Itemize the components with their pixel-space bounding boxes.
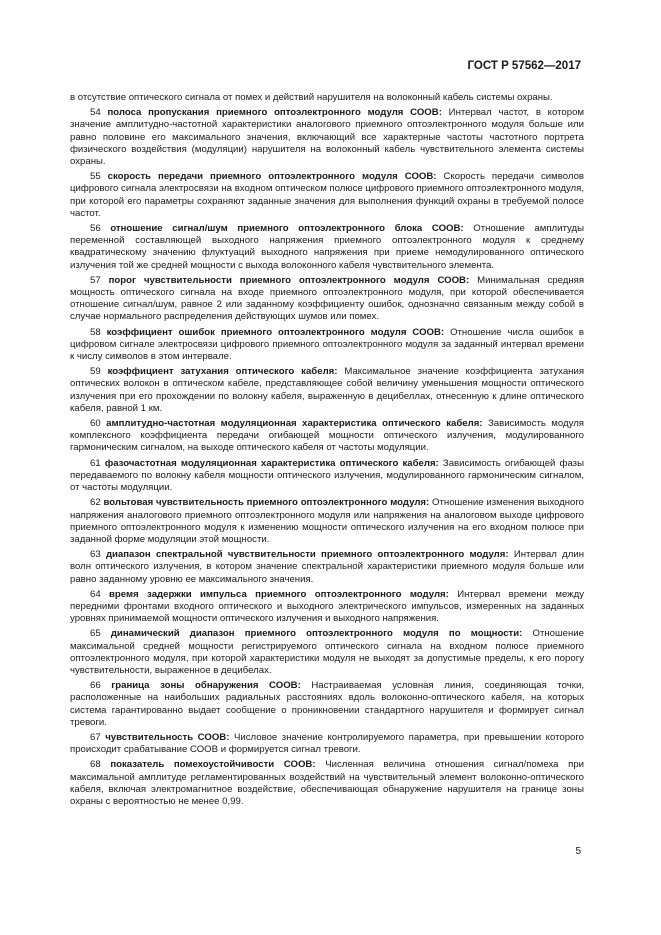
definition-paragraph — [70, 107, 584, 168]
definition-number: 57 — [90, 274, 101, 286]
definition-paragraph — [70, 458, 584, 495]
definition-text: Числовое значение контролируемого параметра, при превышении которого происходит срабатывание СООВ и формируется сигнал тревоги. — [70, 731, 584, 756]
definition-number: 63 — [90, 549, 101, 561]
definition-text: Отношение изменения выходного напряжения аналогового приемного оптоэлектронного модуля или напряжения на аналоговом выходе цифрового приемного оптоэлектронного модуля к изменению мощности оптического излучения на его входном полюсе при заданной форме модуляции этой мощности. — [70, 497, 585, 545]
definition-term: чувствительность СООВ: — [105, 731, 230, 743]
definition-paragraph — [70, 366, 584, 415]
definition-number: 60 — [90, 418, 101, 430]
definitions-content — [70, 92, 584, 811]
definition-paragraph — [70, 497, 584, 546]
definition-term: фазочастотная модуляционная характеристика оптического кабеля: — [104, 457, 439, 469]
definition-term: вольтовая чувствительность приемного оптоэлектронного модуля: — [103, 497, 430, 509]
definition-paragraph — [70, 171, 584, 220]
definition-text: Скорость передачи символов цифрового сигнала электросвязи на входном оптическом полюсе цифрового приемного оптоэлектронного модуля, при которой его параметры сохраняют заданные значения для выполнения функций охраны в требуемой полосе частот. — [70, 171, 584, 219]
definition-term: скорость передачи приемного оптоэлектронного модуля СООВ: — [107, 171, 437, 183]
page-number: 5 — [575, 846, 581, 857]
intro-paragraph: в отсутствие оптического сигнала от помех и действий нарушителя на волоконный кабель системы охраны. — [70, 92, 553, 103]
definition-number: 67 — [90, 731, 101, 743]
definition-text: Зависимость огибающей фазы передаваемого по волокну кабеля мощности оптического излучения, модулированного гармоническим сигналом, от частоты модуляции. — [70, 457, 584, 494]
definitions-list — [70, 107, 584, 808]
definition-number: 61 — [90, 457, 101, 469]
definition-term: время задержки импульса приемного оптоэлектронного модуля: — [109, 588, 449, 600]
definition-number: 56 — [90, 223, 101, 235]
definition-text: Интервал длин волн оптического излучения, в котором значение спектральной характеристики приемного модуля больше или равно заданному уровню ее максимального значения. — [70, 549, 584, 585]
definition-number: 55 — [90, 171, 101, 183]
definition-number: 66 — [90, 680, 101, 692]
definition-number: 62 — [90, 497, 101, 509]
definition-term: порог чувствительности приемного оптоэлектронного модуля СООВ: — [108, 274, 470, 286]
definition-term: коэффициент ошибок приемного оптоэлектронного модуля СООВ: — [106, 326, 445, 338]
definition-term: показатель помехоустойчивости СООВ: — [110, 759, 316, 771]
definition-paragraph — [70, 589, 584, 626]
definition-text: Максимальное значение коэффициента затухания оптических волокон в оптическом кабеле, представляющее собой величину уменьшения мощности оптического излучения при его прохождении по волокну кабеля, выраженную в децибеллах, отнесенную к длине оптического кабеля, равной 1 км. — [70, 366, 585, 414]
definition-term: граница зоны обнаружения СООВ: — [111, 680, 301, 692]
definition-text: Отношение амплитуды переменной составляющей выходного напряжения приемного оптоэлектронного модуля к среднему квадратическому значению флуктуаций выходного напряжения при приеме немодулированного оптического излучения той же средней мощности с выхода волоконного кабеля чувствительного элемента. — [70, 223, 584, 271]
definition-paragraph — [70, 327, 584, 364]
definition-number: 58 — [90, 326, 101, 338]
definition-number: 54 — [90, 107, 101, 119]
definition-paragraph — [70, 759, 584, 808]
definition-term: диапазон спектральной чувствительности приемного оптоэлектронного модуля: — [105, 549, 509, 561]
definition-text: Отношение максимальной средней мощности регистрируемого оптического сигнала на входном полюсе приемного оптоэлектронного модуля, при которой характеристики модуля не выходят за допустимые пределы, к его порогу чувствительности, выраженное в децибелах. — [70, 628, 584, 676]
definition-term: отношение сигнал/шум приемного оптоэлектронного блока СООВ: — [110, 223, 464, 235]
definition-paragraph — [70, 549, 584, 586]
definition-text: Минимальная средняя мощность оптического сигнала на входе приемного оптоэлектронного модуля, при которой обеспечивается отношение сигнал/шум, равное 2 или заданному коэффициенту ошибок, однозначно связанным между собой в случае нормального распределения действующих шумов или помех. — [70, 274, 585, 323]
definition-text: Интервал времени между передними фронтами входного оптического и выходного электрического импульсов, измеренных на заданных уровнях принимаемой мощности оптического излучения и выходного напряжения. — [70, 588, 584, 625]
definition-number: 59 — [90, 366, 101, 378]
definition-text: Интервал частот, в котором значение амплитудно-частотной характеристики аналогового приемного оптоэлектронного модуля больше или равно половине его максимального значения, включающий все характерные частоты частотного портрета физического воздействия (модуляции) нарушителя на волоконный кабель чувствительного элемента системы охраны. — [70, 107, 585, 168]
definition-text: Зависимость модуля комплексного коэффициента передачи огибающей мощности оптического излучения, модулированного гармоническим сигналом, на выходе оптического кабеля от частоты модуляции. — [70, 418, 584, 454]
definition-text: Настраиваемая условная линия, соединяющая точки, расположенные на наибольших радиальных расстояниях вдоль волоконно-оптического кабеля, на которых система гарантированно выдает сообщение о проникновении стандартного нарушителя и формирует сигнал тревоги. — [70, 680, 584, 728]
definition-text: Отношение числа ошибок в цифровом сигнале электросвязи цифрового приемного оптоэлектронного модуля за заданный интервал времени к числу символов в этом интервале. — [70, 326, 584, 363]
definition-text: Численная величина отношения сигнал/помеха при максимальной амплитуде регламентированных воздействий на чувствительный элемент волоконно-оптического кабеля, включая электромагнитное воздействие, обеспечивающая обнаружение нарушителя на границе зоны охраны с вероятностью не менее 0,99. — [70, 759, 585, 807]
definition-term: полоса пропускания приемного оптоэлектронного модуля СООВ: — [107, 107, 442, 119]
definition-paragraph — [70, 680, 584, 729]
definition-paragraph — [70, 418, 584, 455]
standard-number: ГОСТ Р 57562—2017 — [467, 60, 581, 72]
definition-paragraph — [70, 275, 584, 324]
definition-paragraph — [70, 732, 584, 756]
definition-term: коэффициент затухания оптического кабеля: — [107, 366, 338, 378]
definition-term: динамический диапазон приемного оптоэлектронного модуля по мощности: — [110, 628, 523, 640]
definition-number: 65 — [90, 628, 101, 640]
definition-paragraph — [70, 628, 584, 677]
definition-term: амплитудно-частотная модуляционная характеристика оптического кабеля: — [106, 418, 483, 430]
definition-number: 68 — [90, 759, 101, 771]
definition-paragraph — [70, 223, 584, 272]
definition-number: 64 — [90, 588, 101, 600]
